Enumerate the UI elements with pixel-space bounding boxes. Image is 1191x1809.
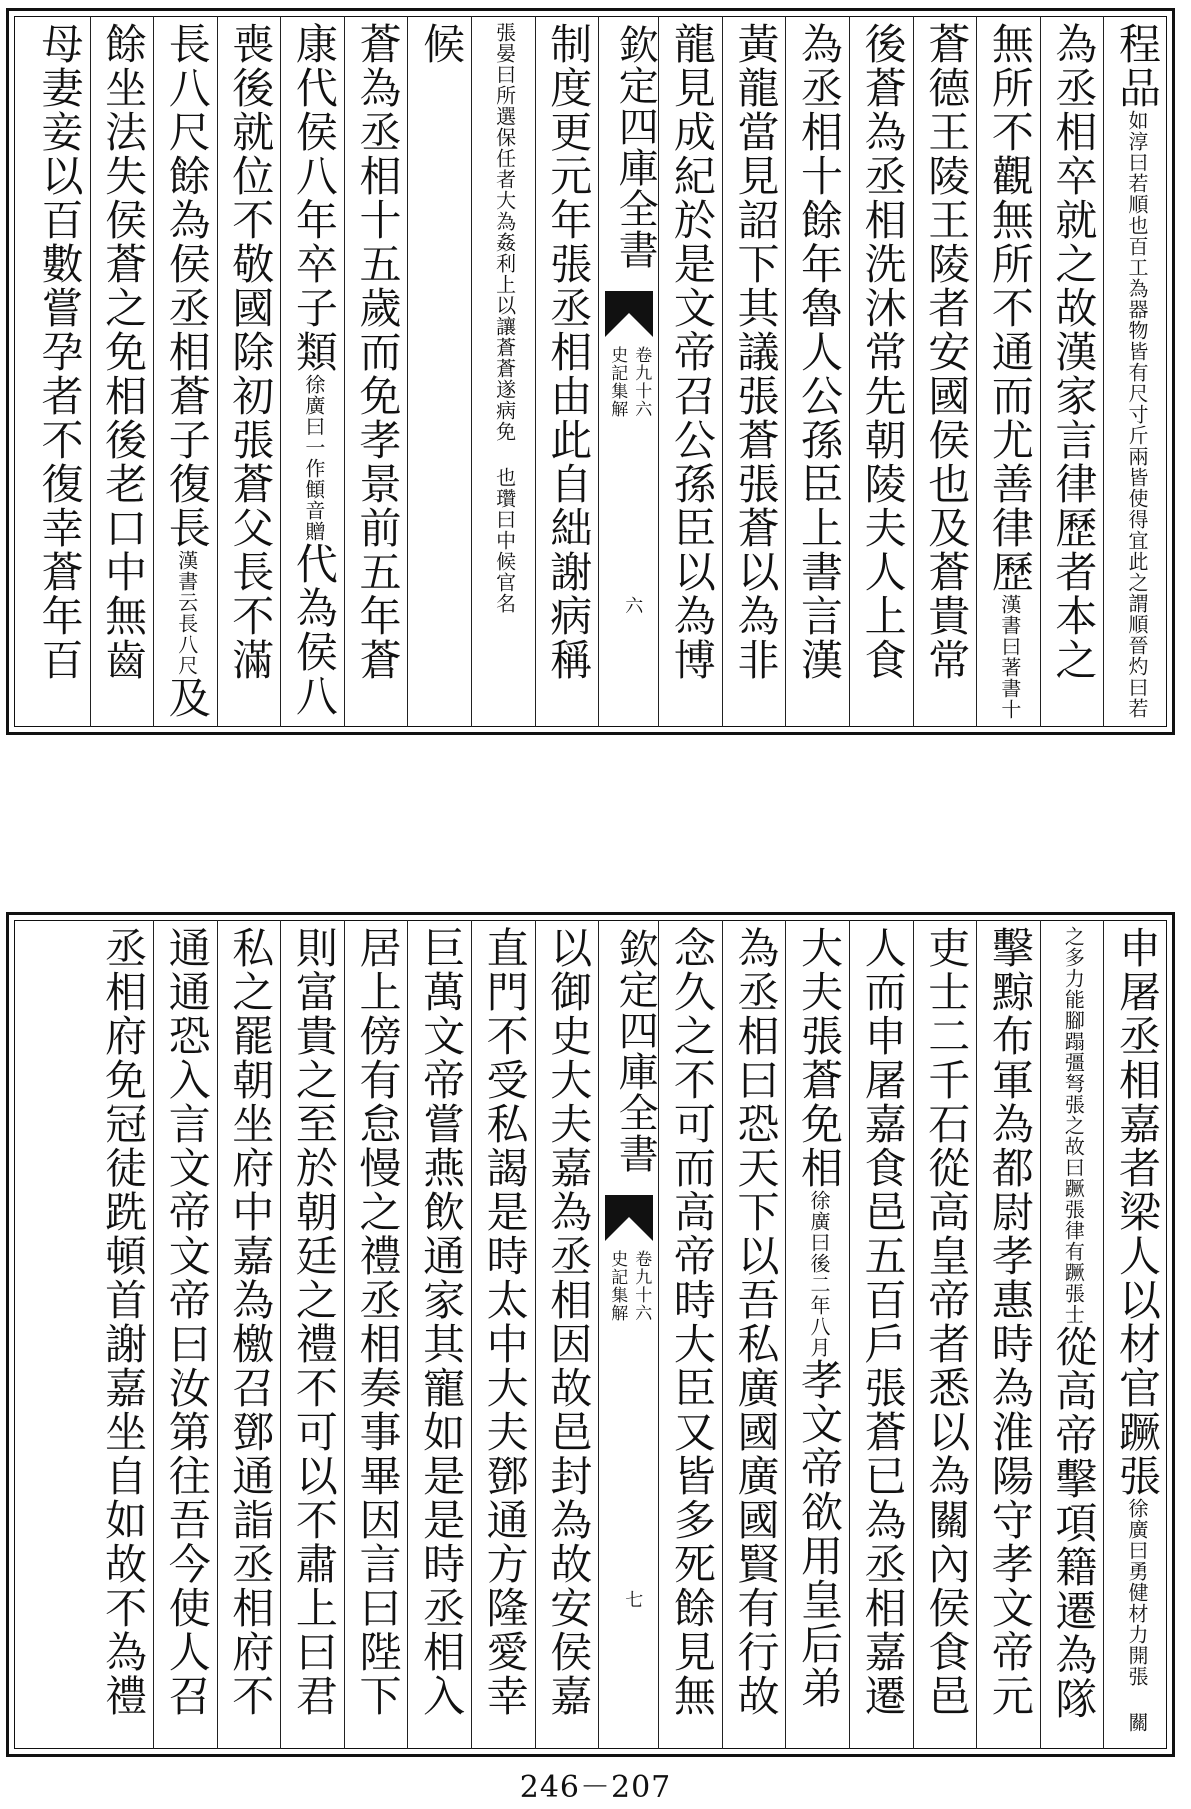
- top-text-column: [26, 16, 90, 727]
- bottom-library-title: 欽定四庫全書: [612, 928, 659, 1174]
- top-text-column: [407, 16, 471, 727]
- bottom-page: [0, 900, 1191, 1760]
- bottom-column-text: [786, 926, 849, 1747]
- top-column-text: [1104, 22, 1167, 725]
- bottom-text-columns: [14, 920, 1167, 1749]
- main-text-continued: 從高帝擊項籍遷為隊: [1049, 1325, 1099, 1721]
- main-text: 程品: [1113, 22, 1162, 110]
- main-text: 為丞相十餘年魯人公孫臣上書言漢: [795, 22, 845, 682]
- commentary-note: 之多力能腳蹋彊弩張之故曰蹶張律有蹶張士: [1061, 926, 1086, 1325]
- top-text-column: [280, 16, 344, 727]
- bottom-text-column: [1040, 920, 1104, 1749]
- main-text: 母妻妾以百數嘗孕者不復幸蒼年百: [35, 22, 85, 682]
- main-text: 為丞相曰恐天下以吾私廣國廣國賢有行故: [731, 926, 781, 1718]
- main-text: 則富貴之至於朝廷之禮不可以不肅上曰君: [289, 926, 339, 1718]
- top-column-text: [536, 22, 599, 725]
- top-text-column: [1103, 16, 1167, 727]
- bottom-text-column: [344, 920, 408, 1749]
- bottom-text-column: [722, 920, 786, 1749]
- main-text: 黃龍當見詔下其議張蒼張蒼以為非: [731, 22, 781, 682]
- commentary-note: 徐廣曰勇健材力開張 關: [1125, 1498, 1149, 1733]
- bottom-text-column: [90, 920, 154, 1749]
- top-column-text: [218, 22, 281, 725]
- main-text: 餘坐法失侯蒼之免相後老口中無齒: [99, 22, 149, 682]
- main-text: 吏士二千石從高皇帝者悉以為關內侯食邑: [922, 926, 972, 1718]
- main-text: 康代侯八年卒子類: [289, 22, 339, 374]
- bottom-column-text: [723, 926, 786, 1747]
- top-center-column: [598, 16, 658, 727]
- bottom-column-text: [977, 926, 1040, 1747]
- main-text: 長八尺餘為侯丞相蒼子復長: [162, 22, 212, 550]
- top-text-column: [90, 16, 154, 727]
- top-text-column: [976, 16, 1040, 727]
- bottom-column-text: [218, 926, 281, 1747]
- main-text: 巨萬文帝嘗燕飲通家其寵如是是時丞相入: [417, 926, 467, 1718]
- main-text: 通通恐入言文帝文帝曰汝第往吾今使人召: [162, 926, 212, 1718]
- main-text: 擊黥布軍為都尉孝惠時為淮陽守孝文帝元: [985, 926, 1035, 1718]
- main-text-continued: 孝文帝欲用皇后弟: [795, 1358, 845, 1710]
- top-column-text: [281, 22, 344, 725]
- commentary-note: 徐廣曰後二年八月: [807, 1190, 832, 1358]
- top-text-column: [849, 16, 913, 727]
- top-column-text: [472, 22, 535, 725]
- top-text-column: [913, 16, 977, 727]
- top-volume-label: 卷九十六: [631, 346, 652, 418]
- top-book-label: 史記集解: [607, 346, 628, 418]
- bottom-fishtail-mark: [603, 1195, 655, 1241]
- bottom-column-text: [1041, 926, 1104, 1747]
- commentary-note: 如淳曰若順也百工為器物皆有尺寸斤兩皆使得宜此之謂順晉灼曰若: [1125, 110, 1149, 719]
- main-text: 丞相府免冠徒跣頓首謝嘉坐自如故不為禮: [99, 926, 149, 1718]
- bottom-text-column: [535, 920, 599, 1749]
- top-column-text: [154, 22, 217, 725]
- top-page: [0, 0, 1191, 740]
- main-text: 直門不受私謁是時太中大夫鄧通方隆愛幸: [480, 926, 530, 1718]
- main-text: 以御史大夫嘉為丞相因故邑封為故安侯嘉: [544, 926, 594, 1718]
- top-text-column: [217, 16, 281, 727]
- top-column-text: [345, 22, 408, 725]
- bottom-text-column: [217, 920, 281, 1749]
- bottom-center-column: [598, 920, 658, 1749]
- bottom-column-text: [1104, 926, 1167, 1747]
- top-text-column: [658, 16, 722, 727]
- bottom-leaf-number: 七: [622, 1590, 644, 1608]
- main-text: 候: [417, 22, 467, 66]
- top-text-column: [785, 16, 849, 727]
- top-column-text: [977, 22, 1040, 725]
- main-text: 喪後就位不敬國除初張蒼父長不滿: [226, 22, 276, 682]
- main-text: 無所不觀無所不通而尤善律歷: [985, 22, 1035, 594]
- bottom-text-column: [976, 920, 1040, 1749]
- main-text: 為丞相卒就之故漢家言律歷者本之: [1049, 22, 1099, 682]
- top-text-column: [153, 16, 217, 727]
- bottom-text-column: [471, 920, 535, 1749]
- top-leaf-number: 六: [622, 596, 644, 614]
- main-text: 居上傍有怠慢之禮丞相奏事畢因言曰陛下: [353, 926, 403, 1718]
- bottom-text-column: [849, 920, 913, 1749]
- main-text: 大夫張蒼免相: [795, 926, 845, 1190]
- commentary-note: 徐廣曰一作顀音贈: [301, 374, 326, 542]
- bottom-column-text: [345, 926, 408, 1747]
- top-text-column: [535, 16, 599, 727]
- top-text-columns: [14, 16, 1167, 727]
- top-column-text: [91, 22, 154, 725]
- main-text: 龍見成紀於是文帝召公孫臣以為博: [667, 22, 717, 682]
- bottom-column-text: [536, 926, 599, 1747]
- top-text-column: [344, 16, 408, 727]
- bottom-text-column: [153, 920, 217, 1749]
- top-column-text: [723, 22, 786, 725]
- bottom-book-label: 史記集解: [607, 1250, 628, 1322]
- top-column-text: [850, 22, 913, 725]
- main-text: 念久之不可而高帝時大臣又皆多死餘見無: [667, 926, 717, 1718]
- top-column-text: [786, 22, 849, 725]
- top-library-title: 欽定四庫全書: [612, 24, 659, 270]
- bottom-column-text: [281, 926, 344, 1747]
- main-text-continued: 代為侯八: [289, 542, 339, 718]
- top-column-text: [1041, 22, 1104, 725]
- bottom-column-text: [659, 926, 722, 1747]
- top-fishtail-mark: [603, 291, 655, 337]
- commentary-note: 漢書云長八尺: [174, 550, 199, 676]
- main-text: 蒼為丞相十五歲而免孝景前五年蒼: [353, 22, 403, 682]
- bottom-column-text: [914, 926, 977, 1747]
- top-text-column: [722, 16, 786, 727]
- top-text-column: [471, 16, 535, 727]
- bottom-text-column: [658, 920, 722, 1749]
- top-text-column: [1040, 16, 1104, 727]
- bottom-column-text: [472, 926, 535, 1747]
- top-column-text: [26, 22, 90, 725]
- bottom-text-column: [1103, 920, 1167, 1749]
- top-column-text: [659, 22, 722, 725]
- main-text: 後蒼為丞相洗沐常先朝陵夫人上食: [858, 22, 908, 682]
- bottom-text-column: [407, 920, 471, 1749]
- bottom-text-column: [280, 920, 344, 1749]
- top-column-text: [914, 22, 977, 725]
- main-text: 私之罷朝坐府中嘉為檄召鄧通詣丞相府不: [226, 926, 276, 1718]
- bottom-text-column: [913, 920, 977, 1749]
- top-column-text: [408, 22, 471, 725]
- bottom-column-text: [850, 926, 913, 1747]
- main-text: 申屠丞相嘉者梁人以材官蹶張: [1113, 926, 1162, 1498]
- main-text: 人而申屠嘉食邑五百戶張蒼已為丞相嘉遷: [858, 926, 908, 1718]
- main-text-continued: 及: [162, 676, 212, 720]
- commentary-note: 張晏曰所選保任者大為姦利上以讓蒼蒼遂病免 也瓚曰中候官名: [492, 22, 517, 614]
- bottom-text-column: [785, 920, 849, 1749]
- page-number: 246－207: [519, 1770, 672, 1805]
- main-text: 制度更元年張丞相由此自絀謝病稱: [544, 22, 594, 682]
- bottom-column-text: [90, 926, 154, 1747]
- main-text: 蒼德王陵王陵者安國侯也及蒼貴常: [922, 22, 972, 682]
- bottom-column-text: [154, 926, 217, 1747]
- bottom-volume-label: 卷九十六: [631, 1250, 652, 1322]
- commentary-note: 漢書曰著書十: [997, 594, 1022, 720]
- bottom-column-text: [408, 926, 471, 1747]
